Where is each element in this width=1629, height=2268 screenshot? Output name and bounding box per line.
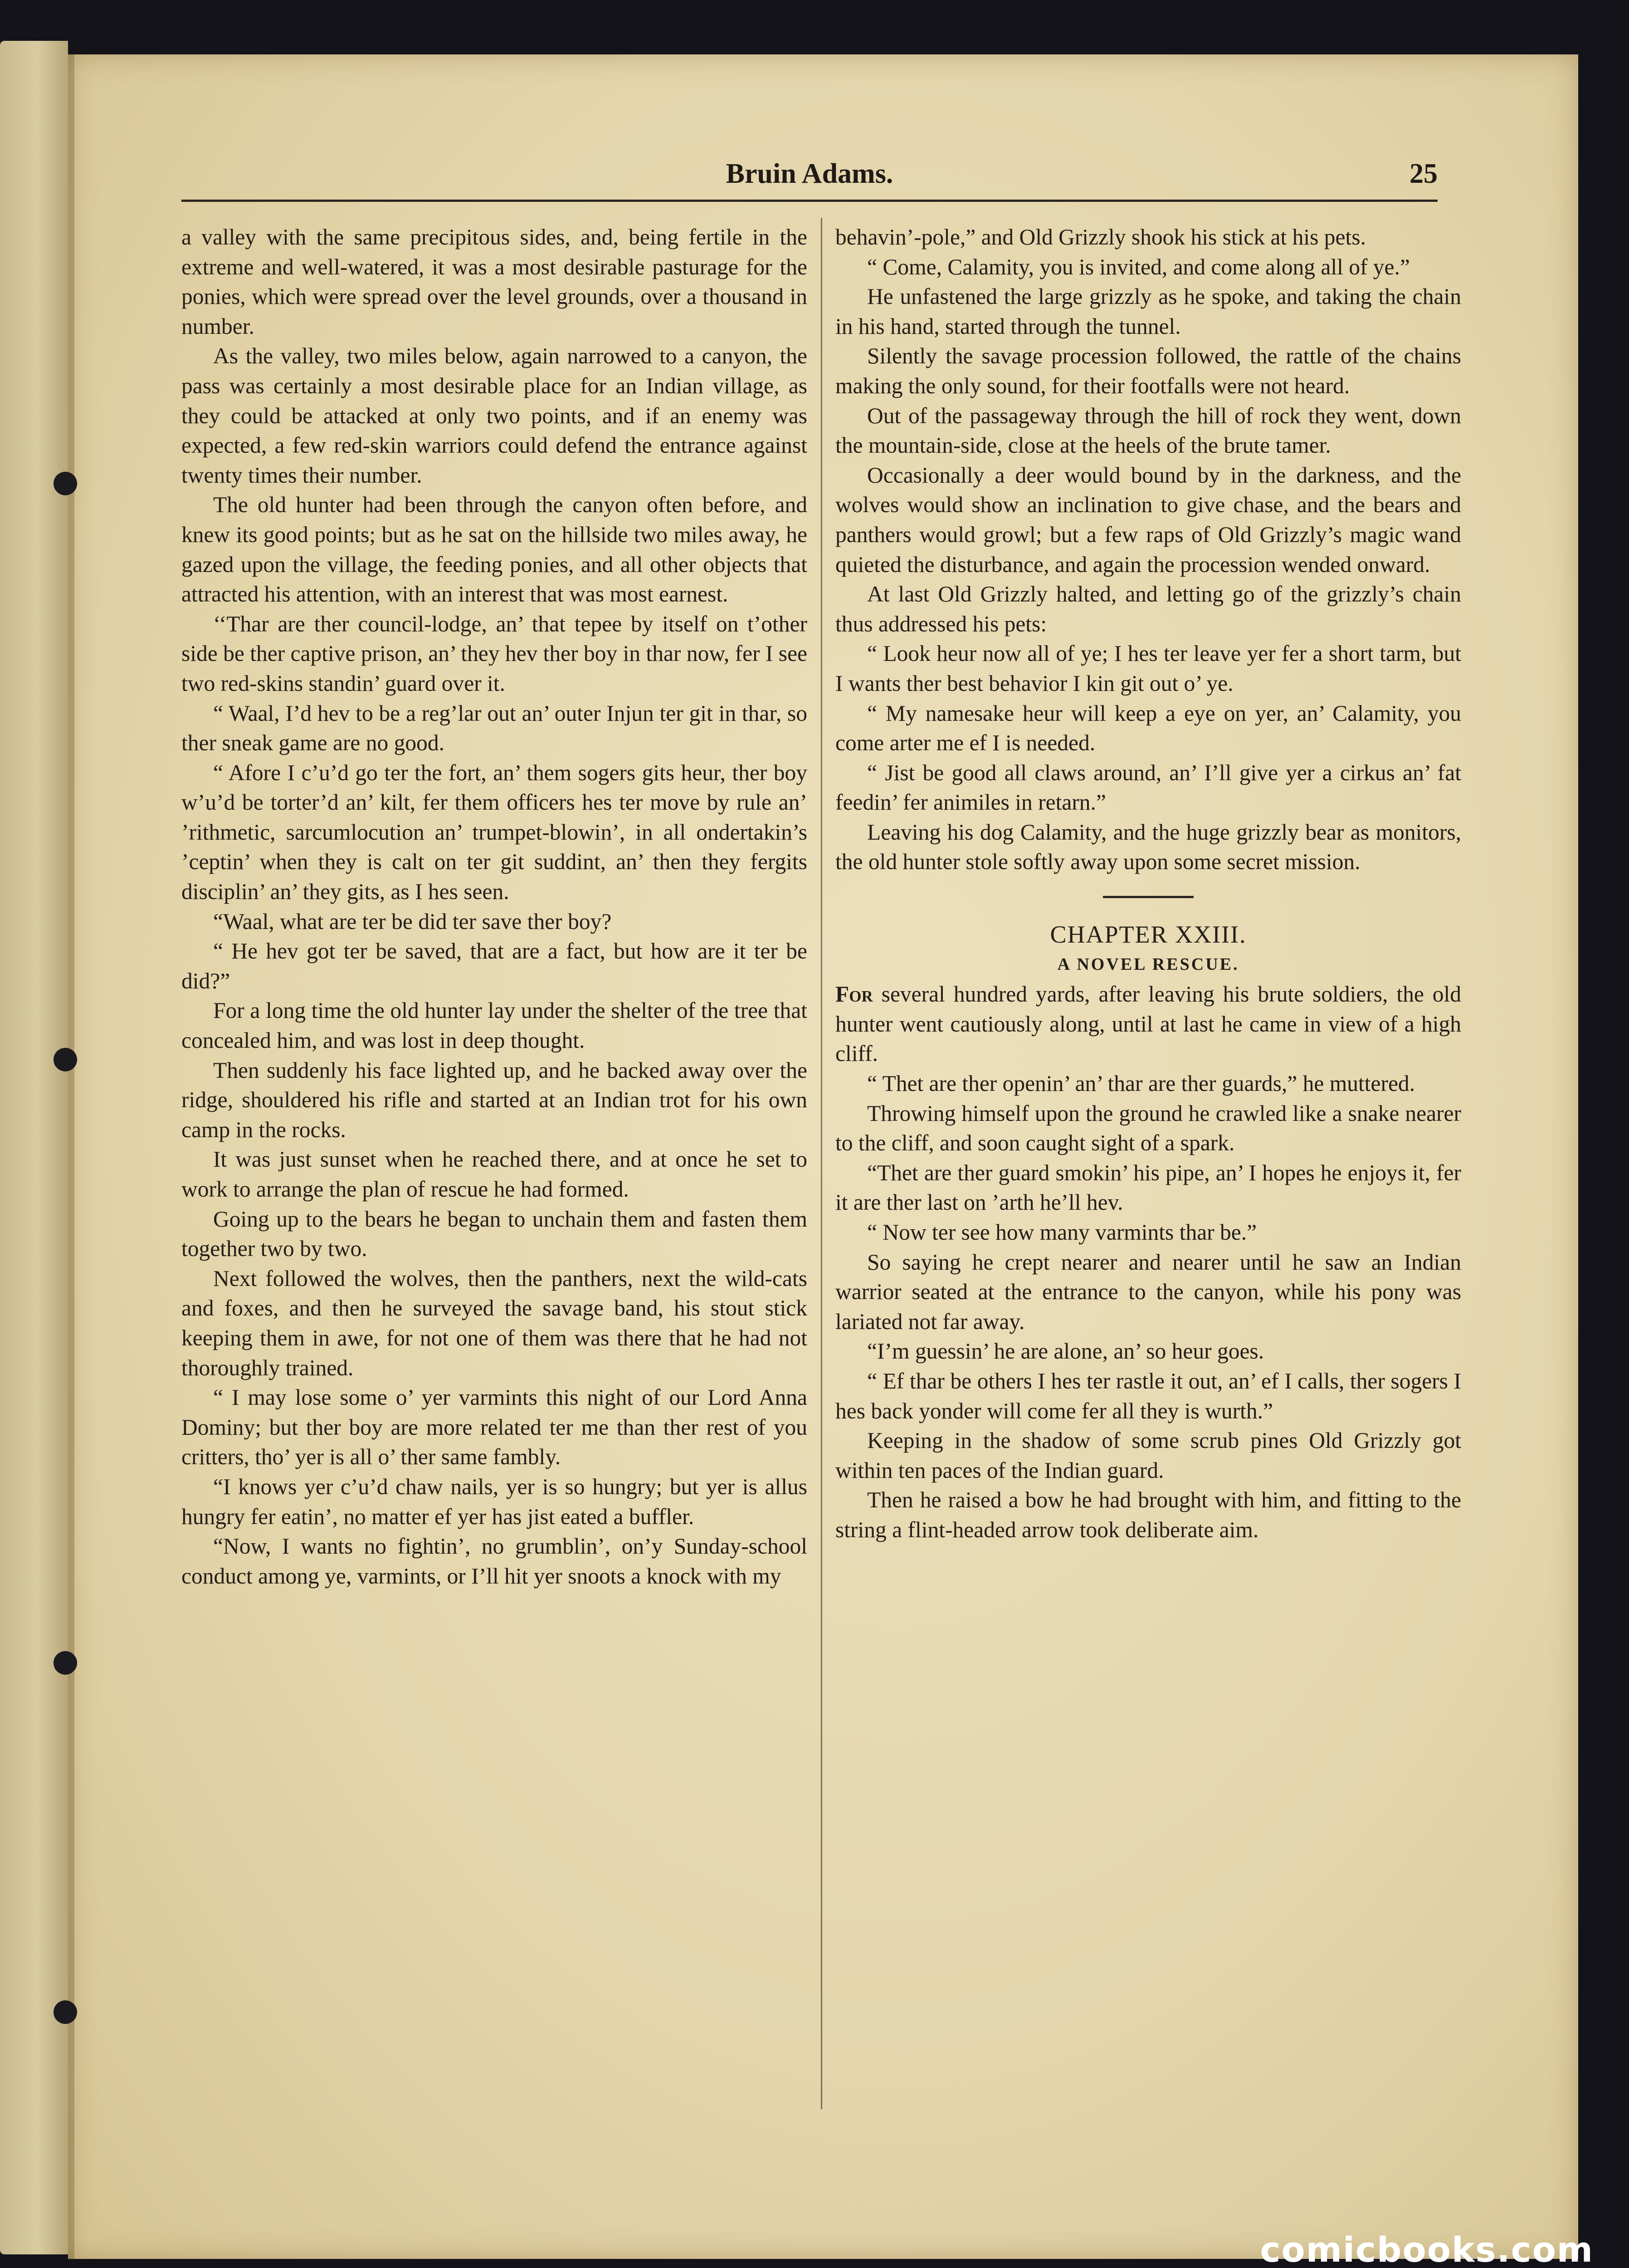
paragraph: “I’m guessin’ he are alone, an’ so heur goes.	[867, 1339, 1264, 1364]
column-divider	[821, 218, 822, 2109]
running-title: Bruin Adams.	[726, 158, 893, 189]
paragraph: Leaving his dog Calamity, and the huge grizzly bear as monitors, the old hunter stole softly away upon some secret mission.	[835, 819, 1461, 875]
right-column	[835, 222, 1461, 1545]
paragraph: “ I may lose some o’ yer varmints this night of our Lord Anna Dominy; but ther boy are more related ter me than ther rest of you critters, tho’ yer is all o’ ther same fambly.	[181, 1385, 807, 1470]
left-column	[181, 222, 807, 1591]
paragraph: Next followed the wolves, then the panthers, next the wild-cats and foxes, and then he surveyed the savage band, his stout stick keeping them in awe, for not one of them was there that he had not thoroughly trained.	[181, 1266, 807, 1380]
paragraph: For a long time the old hunter lay under the shelter of the tree that concealed him, and was lost in deep thought.	[181, 998, 807, 1053]
paragraph: a valley with the same precipitous sides, and, being fertile in the extreme and well-watered, it was a most desirable pasturage for the ponies, which were spread over the level grounds, over a thousand in number.	[181, 225, 807, 339]
paragraph: “ Afore I c’u’d go ter the fort, an’ them sogers gits heur, ther boy w’u’d be torter’d an’ kilt, fer them officers hes ter move by rule an’ ’rithmetic, sarcumlocution an’ trumpet-blowin’, in all ondertakin’s ’ceptin’ when they is calt on ter git suddint, an’ then they fergits disciplin’ an’ they gits, as I hes seen.	[181, 760, 807, 904]
binding-hole	[54, 472, 77, 495]
page-number: 25	[1410, 158, 1438, 189]
page-gutter	[68, 54, 74, 2259]
paragraph: “ Waal, I’d hev to be a reg’lar out an’ outer Injun ter git in thar, so ther sneak game are no good.	[181, 700, 807, 756]
paragraph: Throwing himself upon the ground he crawled like a snake nearer to the cliff, and soon caught sight of a spark.	[835, 1100, 1461, 1156]
paragraph: “Waal, what are ter be did ter save ther boy?	[213, 909, 612, 934]
paragraph: Out of the passageway through the hill of rock they went, down the mountain-side, close at the heels of the brute tamer.	[835, 403, 1461, 458]
paragraph: Then suddenly his face lighted up, and he backed away over the ridge, shouldered his rifle and started at an Indian trot for his own camp in the rocks.	[181, 1057, 807, 1142]
paragraph: Silently the savage procession followed, the rattle of the chains making the only sound, for their footfalls were not heard.	[835, 343, 1461, 398]
right-column-top	[835, 222, 1461, 877]
running-header	[181, 150, 1438, 202]
paragraph: Occasionally a deer would bound by in the darkness, and the wolves would show an inclination to give chase, and the bears and panthers would growl; but a few raps of Old Grizzly’s magic wand quieted the disturbance, and again the procession wended onward.	[835, 462, 1461, 577]
chapter-first-paragraph-text: several hundred yards, after leaving his brute soldiers, the old hunter went cautiously along, until at last he came in view of a high cliff.	[835, 982, 1461, 1066]
paragraph: “Now, I wants no fightin’, no grumblin’, on’y Sunday-school conduct among ye, varmints, or I’ll hit yer snoots a knock with my	[181, 1534, 807, 1589]
chapter-first-paragraph	[835, 979, 1461, 1069]
paragraph: ‘‘Thar are ther council-lodge, an’ that tepee by itself on t’other side be ther captive prison, an’ they hev ther boy in thar now, fer I see two red-skins standin’ guard over it.	[181, 611, 808, 696]
chapter-subtitle: A NOVEL RESCUE.	[1057, 954, 1239, 974]
watermark: comicbooks.com	[1260, 2229, 1594, 2268]
right-column-bottom	[835, 1069, 1461, 1545]
paragraph: “ Jist be good all claws around, an’ I’ll give yer a cirkus an’ fat feedin’ fer animiles in retarn.”	[835, 760, 1461, 815]
binding-hole	[54, 2000, 77, 2024]
paragraph: “Thet are ther guard smokin’ his pipe, an’ I hopes he enjoys it, fer it are ther last on ’arth he’ll hev.	[835, 1160, 1461, 1215]
paragraph: “ Ef thar be others I hes ter rastle it out, an’ ef I calls, ther sogers I hes back yonder will come fer all they is wurth.”	[835, 1368, 1461, 1423]
paragraph: Then he raised a bow he had brought with him, and fitting to the string a flint-headed arrow took deliberate aim.	[835, 1487, 1461, 1542]
paragraph: At last Old Grizzly halted, and letting go of the grizzly’s chain thus addressed his pets:	[835, 582, 1461, 636]
paragraph: It was just sunset when he reached there, and at once he set to work to arrange the plan of rescue he had formed.	[181, 1147, 807, 1202]
chapter-title: CHAPTER XXIII.	[1050, 921, 1247, 948]
paragraph: He unfastened the large grizzly as he spoke, and taking the chain in his hand, started through the tunnel.	[835, 284, 1461, 339]
paragraph: So saying he crept nearer and nearer until he saw an Indian warrior seated at the entrance to the canyon, while his pony was lariated not far away.	[835, 1249, 1461, 1334]
binding-hole	[54, 1651, 77, 1675]
paragraph: “ My namesake heur will keep a eye on yer, an’ Calamity, you come arter me ef I is needed.	[835, 700, 1461, 756]
paragraph: As the valley, two miles below, again narrowed to a canyon, the pass was certainly a most desirable place for an Indian village, as they could be attacked at only two points, and if an enemy was expected, a few red-skin warriors could defend the entrance against twenty times their number.	[181, 343, 807, 488]
paragraph: “I knows yer c’u’d chaw nails, yer is so hungry; but yer is allus hungry fer eatin’, no matter ef yer has jist eated a buffler.	[181, 1474, 807, 1529]
paragraph: The old hunter had been through the canyon often before, and knew its good points; but as he sat on the hillside two miles away, he gazed upon the village, the feeding ponies, and all other objects that attracted his attention, with an interest that was most earnest.	[181, 492, 807, 607]
paragraph: behavin’-pole,” and Old Grizzly shook his stick at his pets.	[835, 225, 1366, 249]
paragraph: Keeping in the shadow of some scrub pines Old Grizzly got within ten paces of the Indian guard.	[835, 1428, 1461, 1483]
chapter-rule	[1103, 896, 1194, 898]
paragraph: Going up to the bears he began to unchain them and fasten them together two by two.	[181, 1206, 807, 1261]
paragraph: “ Come, Calamity, you is invited, and come along all of ye.”	[867, 254, 1410, 279]
binding-hole	[54, 1048, 77, 1071]
paragraph: “ Look heur now all of ye; I hes ter leave yer fer a short tarm, but I wants ther best behavior I kin git out o’ ye.	[835, 641, 1461, 696]
chapter-first-word: For	[835, 982, 873, 1007]
paragraph: “ He hev got ter be saved, that are a fact, but how are it ter be did?”	[181, 938, 807, 993]
book-spine	[0, 41, 68, 2254]
paragraph: “ Thet are ther openin’ an’ thar are ther guards,” he muttered.	[867, 1071, 1415, 1096]
paragraph: “ Now ter see how many varmints thar be.”	[867, 1220, 1257, 1245]
